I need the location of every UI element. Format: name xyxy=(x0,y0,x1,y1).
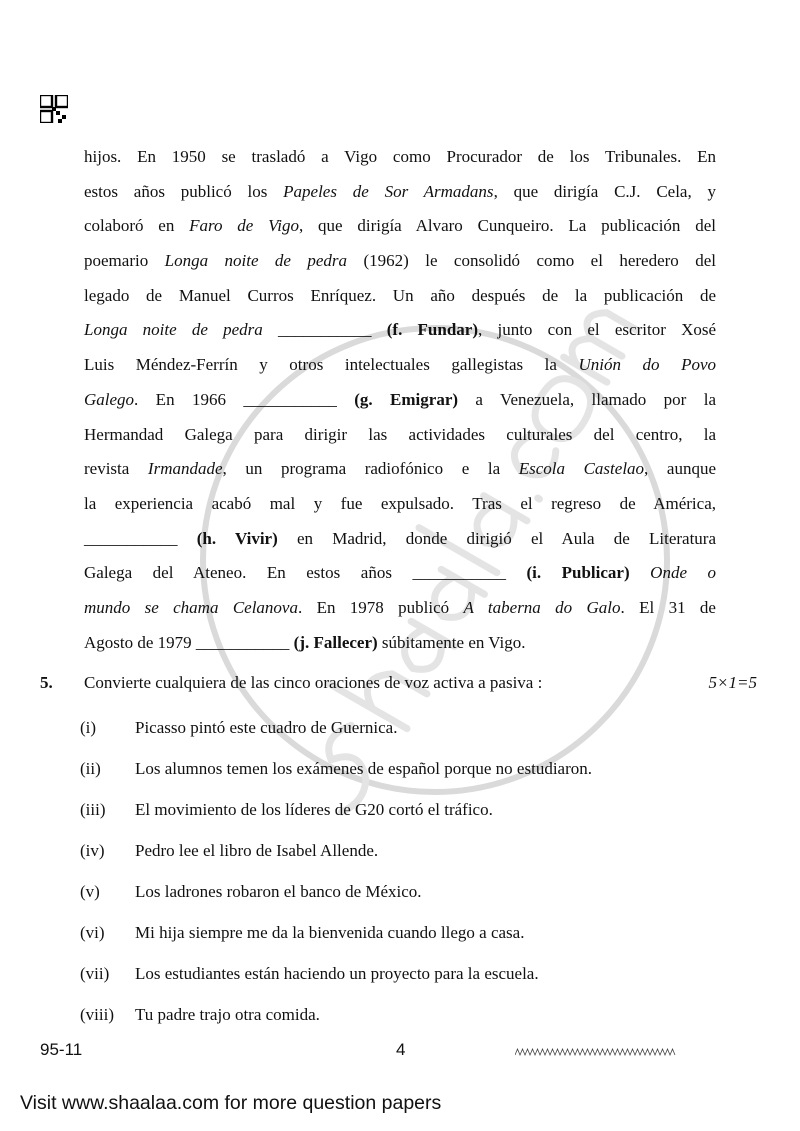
page-number: 4 xyxy=(396,1040,406,1059)
verb-hint: (f. Fundar) xyxy=(386,320,478,340)
passage-line xyxy=(84,452,716,487)
question-stem: Convierte cualquiera de las cinco oraciones de voz activa a pasiva : xyxy=(84,673,543,692)
verb-hint: (g. Emigrar) xyxy=(354,389,459,409)
title-italic: Longa noite de pedra xyxy=(84,320,263,340)
title-italic: Irmandade xyxy=(147,459,223,479)
passage-line xyxy=(84,591,716,626)
title-italic: Papeles de Sor Armadans xyxy=(283,181,494,201)
item-label: (ii) xyxy=(80,759,101,778)
passage-line xyxy=(84,487,716,522)
passage-line xyxy=(84,175,716,210)
item-text: El movimiento de los líderes de G20 cortó el tráfico. xyxy=(135,800,493,819)
text-segment: . El 31 de xyxy=(620,597,716,617)
passage-line xyxy=(84,626,716,661)
text-segment: , que dirigía Alvaro Cunqueiro. La publicación del xyxy=(298,216,716,236)
text-segment: (1962) le consolidó como el heredero del xyxy=(347,251,716,271)
item-label: (i) xyxy=(80,718,97,737)
passage-line xyxy=(84,244,716,279)
text-segment: revista xyxy=(84,459,148,479)
passage-line xyxy=(84,556,716,591)
passage-line xyxy=(84,418,716,453)
passage-line xyxy=(84,383,716,418)
item-label: (vi) xyxy=(80,923,105,942)
item-label: (iv) xyxy=(80,841,105,860)
question-marks: 5×1=5 xyxy=(708,673,757,692)
title-italic: Faro de Vigo xyxy=(189,216,299,236)
text-segment: Galega del Ateneo. En estos años ___________ xyxy=(84,563,527,583)
item-label: (iii) xyxy=(80,800,106,819)
verb-hint: (h. Vivir) xyxy=(196,528,278,548)
passage-line xyxy=(84,313,716,348)
item-text: Los estudiantes están haciendo un proyecto para la escuela. xyxy=(135,964,539,983)
title-italic: A taberna do Galo xyxy=(463,597,621,617)
text-segment: , junto con el escritor Xosé xyxy=(478,320,717,340)
text-segment: a Venezuela, llamado por la xyxy=(458,389,716,409)
text-segment: . En 1978 publicó xyxy=(297,597,464,617)
qr-code-icon xyxy=(40,95,68,123)
title-italic: Unión do Povo xyxy=(578,355,717,375)
text-segment: . En 1966 ___________ xyxy=(134,389,355,409)
item-text: Pedro lee el libro de Isabel Allende. xyxy=(135,841,379,860)
text-segment: ___________ xyxy=(84,528,197,548)
passage-line xyxy=(84,348,716,383)
text-segment: Luis Méndez-Ferrín y otros intelectuales gallegistas la xyxy=(84,355,579,375)
item-label: (viii) xyxy=(80,1005,114,1024)
text-segment: la experiencia acabó mal y fue expulsado. Tras el regreso de América, xyxy=(84,493,716,513)
verb-hint: (j. Fallecer) xyxy=(293,632,378,652)
item-label: (vii) xyxy=(80,964,110,983)
passage-line xyxy=(84,522,716,557)
passage-line xyxy=(84,140,716,175)
item-label: (v) xyxy=(80,882,100,901)
wavy-line xyxy=(515,1048,677,1056)
text-segment: en Madrid, donde dirigió el Aula de Literatura xyxy=(277,528,717,548)
verb-hint: (i. Publicar) xyxy=(526,563,630,583)
title-italic: mundo se chama Celanova xyxy=(84,597,298,617)
text-segment: Agosto de 1979 ___________ xyxy=(84,632,294,652)
title-italic: Galego xyxy=(84,389,135,409)
item-text: Mi hija siempre me da la bienvenida cuando llego a casa. xyxy=(135,923,525,942)
text-segment: hijos. En 1950 se trasladó a Vigo como Procurador de los Tribunales. En xyxy=(84,147,716,166)
question-5 xyxy=(40,673,760,699)
text-segment: , que dirigía C.J. Cela, y xyxy=(493,181,717,201)
item-text: Los alumnos temen los exámenes de español porque no estudiaron. xyxy=(135,759,592,778)
title-italic: Longa noite de pedra xyxy=(164,251,348,271)
item-text: Picasso pintó este cuadro de Guernica. xyxy=(135,718,398,737)
title-italic: Escola Castelao xyxy=(518,459,645,479)
passage-line xyxy=(84,209,716,244)
item-text: Tu padre trajo otra comida. xyxy=(135,1005,320,1024)
text-segment: Hermandad Galega para dirigir las actividades culturales del centro, la xyxy=(84,424,716,444)
text-segment: estos años publicó los xyxy=(84,181,284,201)
text-segment: , aunque xyxy=(644,459,716,479)
text-segment: legado de Manuel Curros Enríquez. Un año después de la publicación de xyxy=(84,285,716,305)
passage-text xyxy=(84,140,716,660)
text-segment: poemario xyxy=(84,251,165,271)
passage-line xyxy=(84,279,716,314)
title-italic: Onde o xyxy=(650,563,717,583)
item-text: Los ladrones robaron el banco de México. xyxy=(135,882,422,901)
question-number: 5. xyxy=(40,673,53,692)
paper-code: 95-11 xyxy=(40,1040,83,1059)
text-segment xyxy=(630,563,651,582)
text-segment: súbitamente en Vigo. xyxy=(377,632,526,652)
visit-link-text: Visit www.shaalaa.com for more question papers xyxy=(20,1092,442,1114)
text-segment: ___________ xyxy=(262,320,387,340)
text-segment: , un programa radiofónico e la xyxy=(222,459,519,479)
text-segment: colaboró en xyxy=(84,216,190,236)
